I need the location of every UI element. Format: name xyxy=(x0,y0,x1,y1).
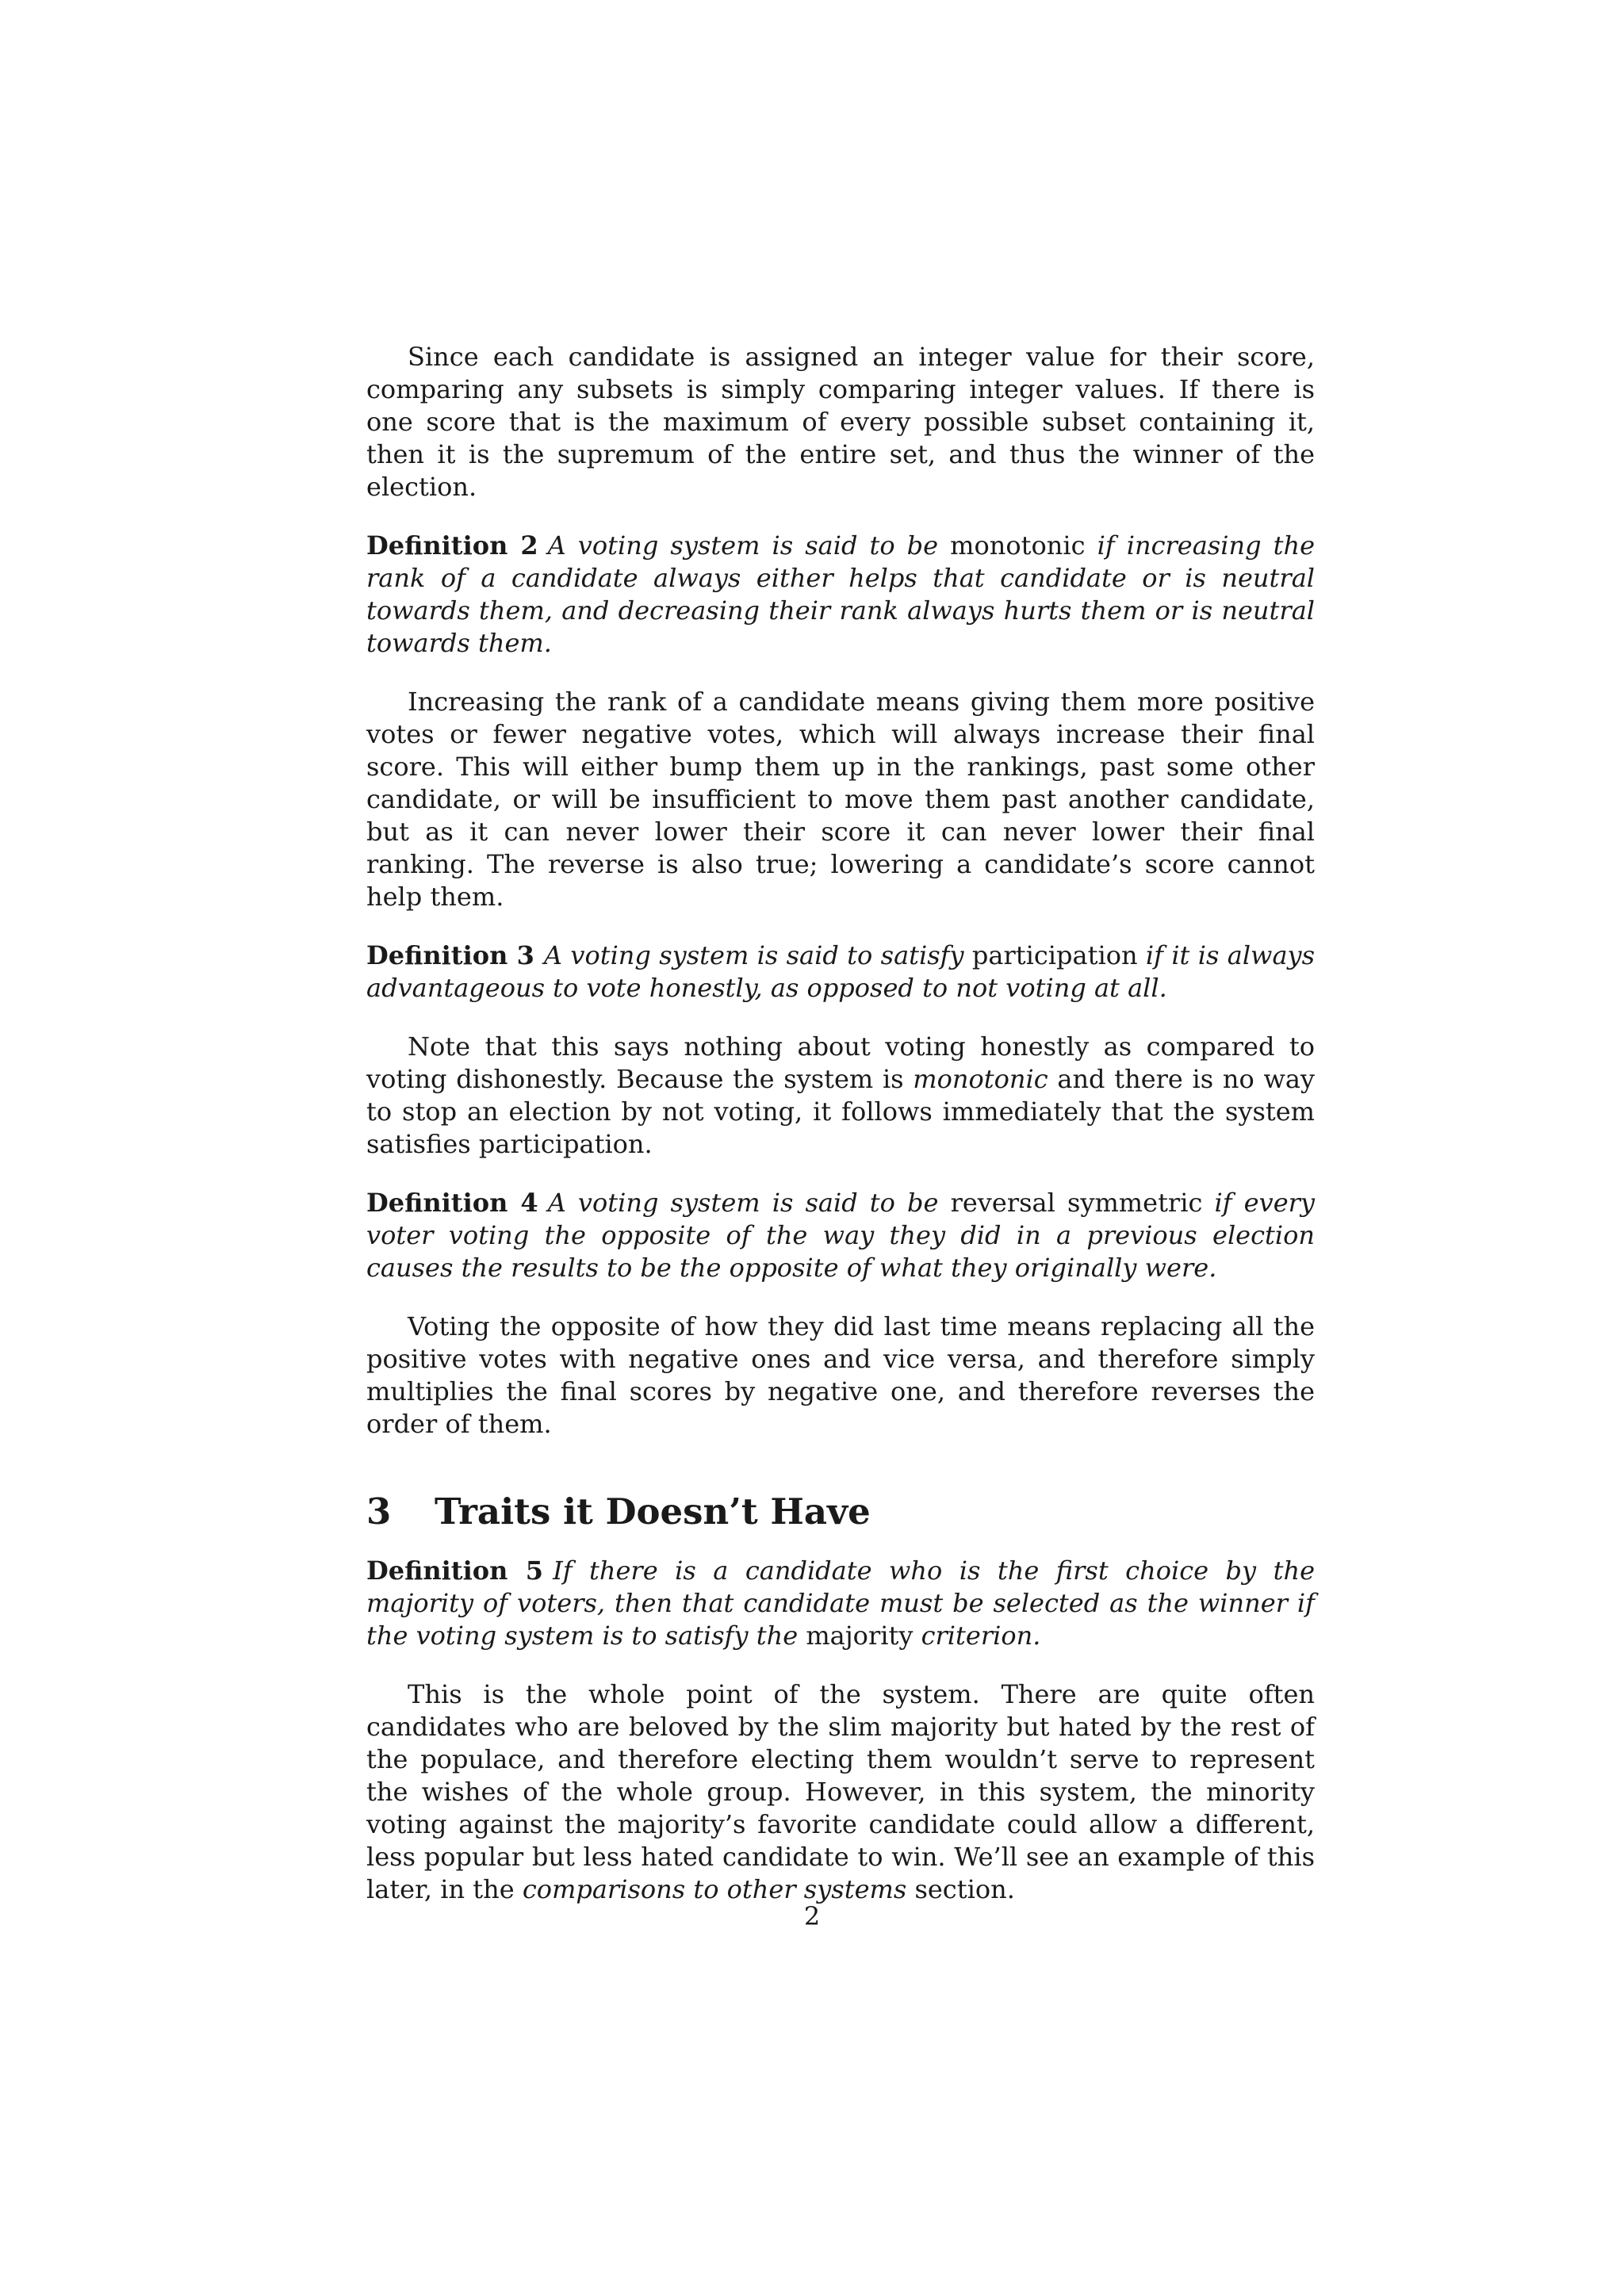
paragraph-reversal xyxy=(366,1311,1315,1441)
page-body xyxy=(366,341,1315,1906)
page-number: 2 xyxy=(803,1901,821,1931)
paragraph-majority xyxy=(366,1678,1315,1906)
definition-text: If there is a candidate who is the first choice by the majority of voters, then that candidate must be selected as the winner if the voting system is to satisfy the xyxy=(366,1556,1316,1651)
section-title: Traits it Doesn’t Have xyxy=(435,1490,871,1533)
definition-term: participation xyxy=(971,940,1138,970)
definition-label: Definition 3 xyxy=(366,940,534,970)
definition-text: if it is always advantageous to vote honestly, as opposed to not voting at all. xyxy=(366,940,1316,1003)
definition-text: criterion. xyxy=(913,1621,1041,1651)
paragraph-participation xyxy=(366,1031,1315,1161)
definition-label: Definition 5 xyxy=(366,1556,544,1586)
definition-term: reversal symmetric xyxy=(950,1188,1203,1218)
definition-text: if increasing the rank of a candidate always either helps that candidate or is neutral towards them, and decreasing their rank always hurts them or is neutral towards them. xyxy=(366,530,1316,658)
definition-text: if every voter voting the opposite of the way they did in a previous election causes the results to be the opposite of what they originally were. xyxy=(366,1188,1316,1283)
definition-3 xyxy=(366,939,1315,1004)
definition-text: A voting system is said to be xyxy=(547,1188,951,1218)
definition-term: majority xyxy=(806,1621,914,1651)
emphasis-text: monotonic xyxy=(913,1064,1048,1094)
emphasis-text: comparisons to other systems xyxy=(522,1874,907,1904)
section-heading xyxy=(366,1490,1315,1534)
definition-term: monotonic xyxy=(950,530,1086,561)
definition-2 xyxy=(366,530,1315,660)
definition-5 xyxy=(366,1555,1315,1652)
definition-label: Definition 2 xyxy=(366,530,538,561)
definition-label: Definition 4 xyxy=(366,1188,538,1218)
paragraph-monotonic xyxy=(366,686,1315,913)
paragraph-text: This is the whole point of the system. There are quite often candidates who are beloved by the slim majority but hated by the rest of the populace, and therefore electing them wouldn’t serve to represent the wishes of the whole group. However, in this system, the minority voting against the majority’s favorite candidate could allow a different, less popular but less hated candidate to win. We’ll see an example of this later, in the xyxy=(366,1679,1315,1904)
definition-text: A voting system is said to be xyxy=(547,530,951,561)
definition-4 xyxy=(366,1187,1315,1284)
paragraph-supremum xyxy=(366,341,1315,503)
paragraph-text: Voting the opposite of how they did last time means replacing all the positive votes with negative ones and vice versa, and therefore simply multiplies the final scores by negative one, and therefore reverses the order of them. xyxy=(366,1311,1315,1439)
section-number: 3 xyxy=(366,1490,392,1533)
paragraph-text: section. xyxy=(906,1874,1015,1904)
paragraph-text: Since each candidate is assigned an integer value for their score, comparing any subsets is simply comparing integer values. If there is one score that is the maximum of every possible subset containing it, then it is the supremum of the entire set, and thus the winner of the election. xyxy=(366,342,1315,502)
paragraph-text: and there is no way to stop an election by not voting, it follows immediately that the system satisfies participation. xyxy=(366,1064,1316,1159)
paragraph-text: Increasing the rank of a candidate means giving them more positive votes or fewer negative votes, which will always increase their final score. This will either bump them up in the rankings, past some other candidate, or will be insufficient to move them past another candidate, but as it can never lower their score it can never lower their final ranking. The reverse is also true; lowering a candidate’s score cannot help them. xyxy=(366,687,1315,912)
paragraph-text: Note that this says nothing about voting honestly as compared to voting dishonestly. Because the system is xyxy=(366,1031,1315,1094)
definition-text: A voting system is said to satisfy xyxy=(543,940,972,970)
